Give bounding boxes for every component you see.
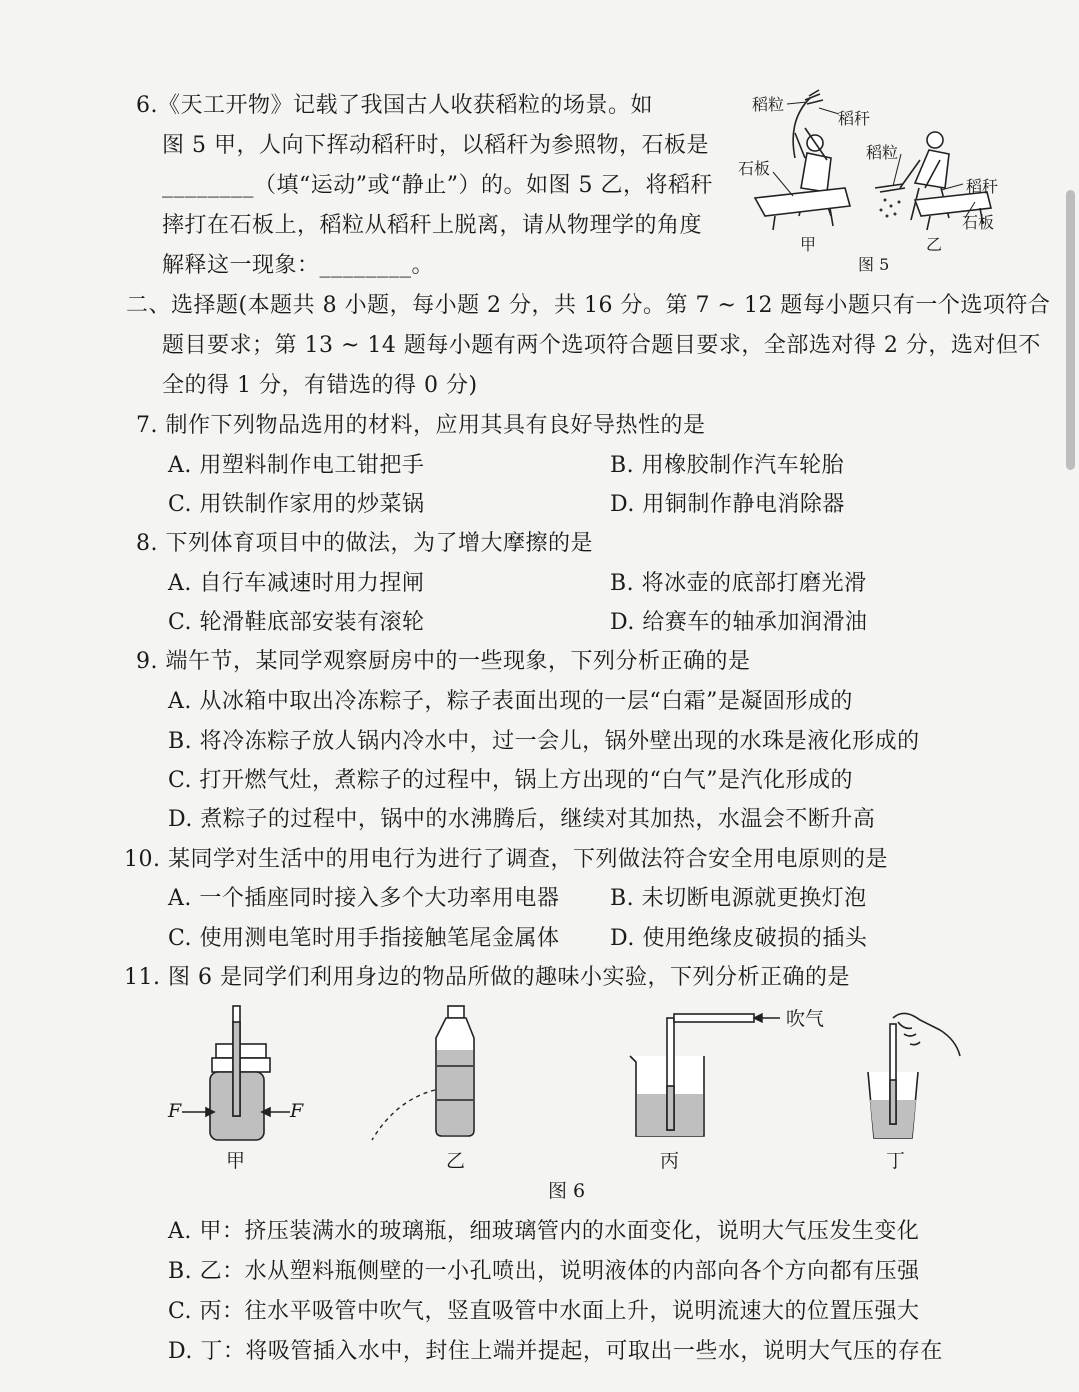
q6-line-2: 图 5 甲，人向下挥动稻秆时，以稻秆为参照物，石板是 xyxy=(162,133,709,158)
q9-option-d: D. 煮粽子的过程中，锅中的水沸腾后，继续对其加热，水温会不断升高 xyxy=(168,807,876,832)
q11-option-b: B. 乙：水从塑料瓶侧壁的一小孔喷出，说明液体的内部向各个方向都有压强 xyxy=(168,1259,920,1284)
q10-stem: 10. 某同学对生活中的用电行为进行了调查，下列做法符合安全用电原则的是 xyxy=(124,847,888,872)
q10-option-b: B. 未切断电源就更换灯泡 xyxy=(610,886,867,911)
q7-option-a: A. 用塑料制作电工钳把手 xyxy=(168,453,425,478)
fig5-label-stalk-a: 稻秆 xyxy=(838,109,871,128)
fig6-force-right: F xyxy=(290,1100,304,1122)
q7-stem: 7. 制作下列物品选用的材料，应用其具有良好导热性的是 xyxy=(136,413,706,438)
fig6-label-ding: 丁 xyxy=(886,1150,906,1172)
fig6-jia-bottle xyxy=(210,1006,270,1140)
fig6-bing-beaker xyxy=(630,1014,754,1136)
q8-option-b: B. 将冰壶的底部打磨光滑 xyxy=(610,571,867,596)
q6-line-5: 解释这一现象：________。 xyxy=(162,253,435,278)
q10-option-d: D. 使用绝缘皮破损的插头 xyxy=(610,926,868,951)
fig5-caption: 图 5 xyxy=(858,255,890,274)
q9-stem: 9. 端午节，某同学观察厨房中的一些现象，下列分析正确的是 xyxy=(136,649,751,674)
scrollbar-thumb[interactable] xyxy=(1066,190,1075,470)
q11-option-d: D. 丁：将吸管插入水中，封住上端并提起，可取出一些水，说明大气压的存在 xyxy=(168,1339,943,1364)
fig6-yi-bottle xyxy=(436,1006,474,1136)
q8-option-a: A. 自行车减速时用力捏闸 xyxy=(168,571,425,596)
q6-line-4: 摔打在石板上，稻粒从稻秆上脱离，请从物理学的角度 xyxy=(162,213,703,238)
fig6-force-left: F xyxy=(168,1100,182,1122)
q6-line-3: ________（填“运动”或“静止”）的。如图 5 乙，将稻秆 xyxy=(162,173,713,198)
fig6-label-jia: 甲 xyxy=(226,1150,246,1172)
section2-line-3: 全的得 1 分，有错选的得 0 分) xyxy=(162,373,478,398)
q11-option-a: A. 甲：挤压装满水的玻璃瓶，细玻璃管内的水面变化，说明大气压发生变化 xyxy=(168,1219,920,1244)
q10-option-a: A. 一个插座同时接入多个大功率用电器 xyxy=(168,886,560,911)
q9-option-c: C. 打开燃气灶，煮粽子的过程中，锅上方出现的“白气”是汽化形成的 xyxy=(168,768,854,793)
fig5-label-rice-grain-b: 稻粒 xyxy=(866,143,899,162)
fig5-label-jia: 甲 xyxy=(800,235,817,254)
fig5-label-rice-grain-a: 稻粒 xyxy=(752,95,785,114)
fig6-caption: 图 6 xyxy=(548,1180,586,1202)
fig5-label-stalk-b: 稻秆 xyxy=(966,177,999,196)
fig5-label-yi: 乙 xyxy=(926,235,943,254)
q8-option-c: C. 轮滑鞋底部安装有滚轮 xyxy=(168,610,425,635)
q7-option-c: C. 用铁制作家用的炒菜锅 xyxy=(168,492,425,517)
section2-line-1: 二、选择题(本题共 8 小题，每小题 2 分，共 16 分。第 7 ~ 12 题每小题只有一个选项符合 xyxy=(126,293,1051,318)
q6-line-1: 6.《天工开物》记载了我国古人收获稻粒的场景。如 xyxy=(136,93,653,118)
q11-stem: 11. 图 6 是同学们利用身边的物品所做的趣味小实验，下列分析正确的是 xyxy=(124,965,850,990)
fig6-ding-cup xyxy=(868,1013,960,1138)
fig6-blow-label: 吹气 xyxy=(786,1008,825,1030)
q8-option-d: D. 给赛车的轴承加润滑油 xyxy=(610,610,868,635)
q7-option-b: B. 用橡胶制作汽车轮胎 xyxy=(610,453,845,478)
fig6-label-bing: 丙 xyxy=(660,1150,680,1172)
figure-6-illustration xyxy=(160,1000,980,1160)
fig5-label-stone-a: 石板 xyxy=(738,159,771,178)
fig5-label-stone-b: 石板 xyxy=(962,213,995,232)
q8-stem: 8. 下列体育项目中的做法，为了增大摩擦的是 xyxy=(136,531,593,556)
q10-option-c: C. 使用测电笔时用手指接触笔尾金属体 xyxy=(168,926,560,951)
fig6-label-yi: 乙 xyxy=(446,1150,466,1172)
q11-option-c: C. 丙：往水平吸管中吹气，竖直吸管中水面上升，说明流速大的位置压强大 xyxy=(168,1299,920,1324)
q9-option-b: B. 将冷冻粽子放人锅内冷水中，过一会儿，锅外壁出现的水珠是液化形成的 xyxy=(168,729,920,754)
q7-option-d: D. 用铜制作静电消除器 xyxy=(610,492,845,517)
q9-option-a: A. 从冰箱中取出冷冻粽子，粽子表面出现的一层“白霜”是凝固形成的 xyxy=(168,689,853,714)
section2-line-2: 题目要求；第 13 ~ 14 题每小题有两个选项符合题目要求，全部选对得 2 分，选对但不 xyxy=(162,333,1041,358)
